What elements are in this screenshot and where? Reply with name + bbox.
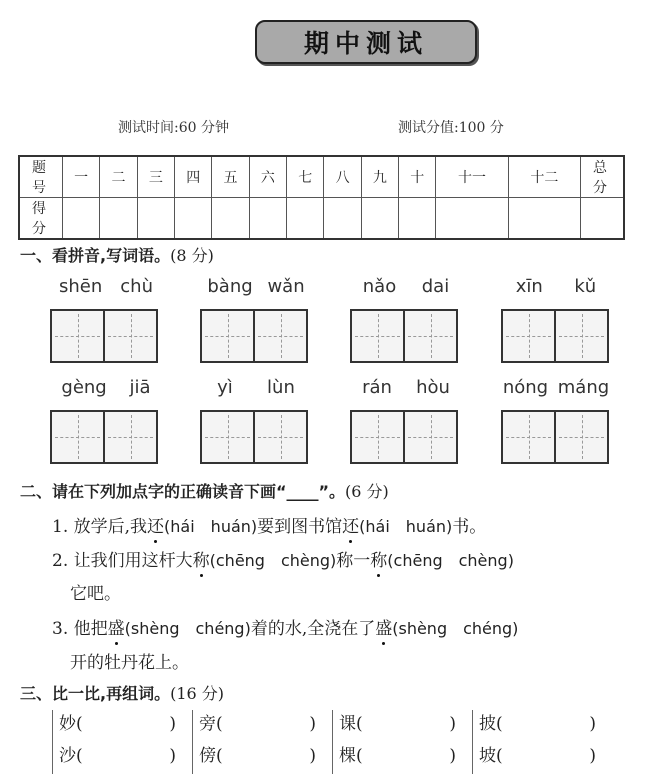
pinyin-options[interactable]: (shèng chéng) [392,619,519,638]
close-paren: ) [589,714,596,734]
close-paren: ) [169,714,176,734]
pinyin-syllable: gèng [61,377,107,398]
score-col-6: 六 [249,156,286,198]
score-cell[interactable] [361,198,398,240]
grid-cell[interactable] [202,311,253,361]
grid-cell[interactable] [503,311,554,361]
grid-cell[interactable] [352,311,403,361]
score-cell[interactable] [436,198,508,240]
compare-column-2 [192,710,326,774]
dotted-character: 盛 [375,619,393,639]
word-blank[interactable] [339,710,466,742]
score-cell[interactable] [175,198,212,240]
question-3 [52,614,518,639]
pinyin-item-7 [350,377,462,398]
section2-points: (6 分) [345,482,389,501]
section1-points: (8 分) [170,246,214,265]
pinyin-syllable: yì [217,377,233,398]
word-blank[interactable] [59,742,186,774]
pinyin-options[interactable]: (hái huán) [359,517,453,536]
word-blank[interactable] [199,742,326,774]
score-col-4: 四 [175,156,212,198]
writing-grid-2[interactable] [200,309,308,363]
section3-points: (16 分) [170,684,225,703]
question-text: 书。 [452,517,487,537]
grid-cell[interactable] [52,412,103,462]
score-col-1: 一 [63,156,100,198]
section3-title [20,681,224,704]
character-prompt: 棵( [339,746,363,766]
word-blank[interactable] [59,710,186,742]
pinyin-item-6 [200,377,312,398]
dotted-character: 称 [192,551,210,571]
test-total-score: 测试分值:100 分 [398,120,504,136]
question-number: 3. [52,619,69,639]
question-3-continued: 开的牡丹花上。 [70,653,189,673]
score-col-7: 七 [287,156,324,198]
question-2-continued: 它吧。 [70,584,121,604]
close-paren: ) [449,746,456,766]
grid-cell[interactable] [403,412,456,462]
pinyin-syllable: wǎn [267,276,305,297]
score-col-5: 五 [212,156,249,198]
pinyin-item-8 [498,377,614,398]
close-paren: ) [589,746,596,766]
score-cell[interactable] [324,198,361,240]
pinyin-syllable: máng [557,377,610,398]
pinyin-item-3 [350,276,462,297]
pinyin-options[interactable]: (shèng chéng) [124,619,251,638]
dotted-character: 还 [147,517,165,537]
score-col-12: 十二 [508,156,580,198]
pinyin-options[interactable]: (chēng chèng) [387,551,514,570]
pinyin-syllable: hòu [416,377,450,398]
word-blank[interactable] [479,742,606,774]
score-cell[interactable] [508,198,580,240]
pinyin-syllable: shēn [59,276,103,297]
question-text: 着的水,全浇在了 [250,619,376,639]
pinyin-item-5 [50,377,162,398]
character-prompt: 坡( [479,746,503,766]
pinyin-syllable: nǎo [362,276,397,297]
grid-cell[interactable] [352,412,403,462]
section2-title [20,479,389,502]
section3-title-text: 三、比一比,再组词。 [20,684,171,703]
grid-cell[interactable] [202,412,253,462]
score-cell-total[interactable] [581,198,625,240]
question-number: 1. [52,517,69,537]
pinyin-syllable: lùn [267,377,295,398]
compare-column-3 [332,710,466,774]
grid-cell[interactable] [554,311,607,361]
score-table-score-row [19,198,624,240]
score-col-2: 二 [100,156,137,198]
grid-cell[interactable] [52,311,103,361]
score-col-11: 十一 [436,156,508,198]
close-paren: ) [449,714,456,734]
grid-cell[interactable] [253,311,306,361]
compare-column-4 [472,710,606,774]
compare-words-grid [52,710,612,774]
dotted-character: 盛 [107,619,125,639]
score-table [18,155,625,240]
character-prompt: 妙( [59,714,83,734]
question-1 [52,512,486,537]
pinyin-syllable: rán [362,377,392,398]
pinyin-syllable: xīn [515,276,543,297]
close-paren: ) [309,746,316,766]
word-blank[interactable] [479,710,606,742]
character-prompt: 课( [339,714,363,734]
dotted-character: 称 [370,551,388,571]
pinyin-item-2 [200,276,312,297]
score-cell[interactable] [249,198,286,240]
pinyin-options[interactable]: (chēng chèng) [209,551,337,570]
close-paren: ) [169,746,176,766]
writing-grid-5[interactable] [50,410,158,464]
score-col-9: 九 [361,156,398,198]
score-cell[interactable] [212,198,249,240]
compare-column-1 [52,710,186,774]
question-number: 2. [52,551,69,571]
character-prompt: 披( [479,714,503,734]
writing-grid-6[interactable] [200,410,308,464]
grid-cell[interactable] [503,412,554,462]
question-text: 称一 [336,551,371,571]
score-col-total: 总 分 [581,156,625,198]
word-blank[interactable] [199,710,326,742]
grid-cell[interactable] [403,311,456,361]
grid-cell[interactable] [253,412,306,462]
section1-title [20,243,214,266]
grid-cell[interactable] [103,311,156,361]
writing-grid-7[interactable] [350,410,458,464]
character-prompt: 傍( [199,746,223,766]
pinyin-syllable: chù [120,276,153,297]
writing-grid-8[interactable] [501,410,609,464]
close-paren: ) [309,714,316,734]
score-table-header-row [19,156,624,198]
question-text: 他把 [73,619,108,639]
test-duration: 测试时间:60 分钟 [118,120,229,136]
score-col-8: 八 [324,156,361,198]
grid-cell[interactable] [554,412,607,462]
word-blank[interactable] [339,742,466,774]
score-table-row2-label: 得 分 [19,198,63,240]
score-table-row1-label: 题 号 [19,156,63,198]
pinyin-syllable: bàng [207,276,253,297]
pinyin-syllable: dai [421,276,450,297]
writing-grid-1[interactable] [50,309,158,363]
pinyin-item-1 [50,276,162,297]
writing-grid-4[interactable] [501,309,609,363]
score-cell[interactable] [399,198,436,240]
pinyin-syllable: kǔ [574,276,597,297]
score-cell[interactable] [63,198,100,240]
score-col-10: 十 [399,156,436,198]
pinyin-options[interactable]: (hái huán) [164,517,258,536]
question-2 [52,546,514,571]
question-text: 要到图书馆 [257,517,343,537]
pinyin-syllable: jiā [129,377,151,398]
dotted-character: 还 [342,517,360,537]
page-title: 期中测试 [255,20,477,64]
character-prompt: 旁( [199,714,223,734]
question-text: 让我们用这杆大 [73,551,193,571]
pinyin-item-4 [500,276,612,297]
score-cell[interactable] [287,198,324,240]
question-text: 放学后,我 [73,517,148,537]
character-prompt: 沙( [59,746,83,766]
section2-title-text: 二、请在下列加点字的正确读音下画“____”。 [20,482,346,501]
writing-grid-3[interactable] [350,309,458,363]
grid-cell[interactable] [103,412,156,462]
score-cell[interactable] [100,198,137,240]
score-col-3: 三 [137,156,174,198]
score-cell[interactable] [137,198,174,240]
pinyin-syllable: nóng [502,377,549,398]
section1-title-text: 一、看拼音,写词语。 [20,246,171,265]
